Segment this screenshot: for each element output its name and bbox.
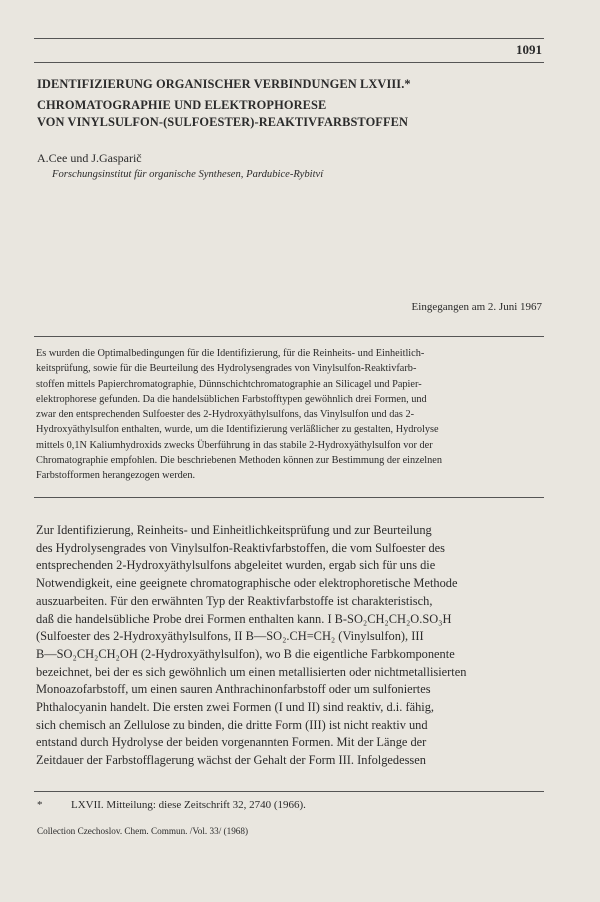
body-line: B—SO₂CH₂CH₂OH (2-Hydroxyäthylsulfon), wo B die eigentliche Farbkomponente [36, 646, 455, 661]
body-text [36, 522, 544, 770]
article-title-line-3: VON VINYLSULFON-(SULFOESTER)-REAKTIVFARBSTOFFEN [37, 115, 409, 129]
abstract-line: elektrophorese gefunden. Da die handelsüblichen Farbstofftypen gewöhnlich drei Formen, und [36, 393, 427, 405]
footnote-text: LXVII. Mitteilung: diese Zeitschrift 32, 2740 (1966). [71, 799, 306, 811]
abstract-line: Chromatographie empfohlen. Die beschriebenen Methoden können zur Bestimmung der einzelnen [36, 455, 443, 467]
body-line: Notwendigkeit, eine geeignete chromatographische oder elektrophoretische Methode [36, 576, 458, 591]
page-number: 1091 [516, 42, 542, 57]
body-line: entsprechenden 2-Hydroxyäthylsulfons abgeleitet wurden, ergab sich für uns die [36, 558, 436, 573]
body-line: daß die handelsübliche Probe drei Formen enthalten kann. I B-SO₂CH₂CH₂O.SO₃H [36, 611, 452, 626]
received-date: Eingegangen am 2. Juni 1967 [411, 301, 542, 313]
abstract-line: Hydroxyäthylsulfon enthalten, wurde, um die Identifizierung verläßlicher zu gestalten, Hydrolyse [36, 424, 439, 436]
body-line: des Hydrolysengrades von Vinylsulfon-Reaktivfarbstoffen, die vom Sulfoester des [36, 540, 445, 555]
abstract-line: stoffen mittels Papierchromatographie, Dünnschichtchromatographie an Silicagel und Papier- [36, 378, 422, 390]
abstract-line: zwar den entsprechenden Sulfoester des 2-Hydroxyäthylsulfons, das Vinylsulfon und das 2- [36, 409, 415, 421]
footnote-rule [34, 791, 544, 792]
article-title-line-1: IDENTIFIZIERUNG ORGANISCHER VERBINDUNGEN LXVIII.* [37, 77, 411, 91]
body-line: Zeitdauer der Farbstofflagerung wächst der Gehalt der Form III. Infolgedessen [36, 753, 426, 768]
abstract-rule-top [34, 336, 544, 337]
abstract-line: Es wurden die Optimalbedingungen für die Identifizierung, für die Reinheits- und Einheitlich- [36, 348, 425, 359]
affiliation: Forschungsinstitut für organische Synthesen, Pardubice-Rybitví [52, 169, 324, 180]
body-line: Monoazofarbstoff, um einen sauren Anthrachinonfarbstoff oder um sulfoniertes [36, 682, 431, 697]
abstract-line: Farbstofformen herangezogen werden. [36, 470, 196, 482]
abstract-rule-bottom [34, 497, 544, 498]
journal-citation: Collection Czechoslov. Chem. Commun. /Vol. 33/ (1968) [37, 826, 249, 836]
authors: A.Cee und J.Gasparič [37, 151, 142, 165]
body-line: auszuarbeiten. Für den erwähnten Typ der Reaktivfarbstoffe ist charakteristisch, [36, 593, 433, 608]
abstract-line: mittels 0,1N Kaliumhydroxids zwecks Überführung in das stabile 2-Hydroxyäthylsulfon vor der [36, 439, 433, 451]
body-line: (Sulfoester des 2-Hydroxyäthylsulfons, II B—SO₂.CH=CH₂ (Vinylsulfon), III [36, 629, 424, 644]
abstract [36, 346, 544, 484]
header-rule [34, 38, 544, 39]
body-line: Phthalocyanin handelt. Die ersten zwei Formen (I und II) sind reaktiv, d.i. fähig, [36, 700, 434, 715]
body-line: entstand durch Hydrolyse der beiden vorgenannten Formen. Mit der Länge der [36, 735, 427, 750]
article-title-line-2: CHROMATOGRAPHIE UND ELEKTROPHORESE [37, 98, 327, 112]
abstract-line: keitsprüfung, sowie für die Beurteilung des Hydrolysengrades von Vinylsulfon-Reaktivfarb- [36, 363, 417, 375]
footnote-mark: * [37, 799, 43, 811]
body-line: sich chemisch an Zellulose zu binden, die dritte Form (III) ist nicht reaktiv und [36, 717, 428, 732]
header-rule-lower [34, 62, 544, 63]
body-line: bezeichnet, bei der es sich gewöhnlich um einen metallisierten oder nichtmetallisierten [36, 664, 467, 679]
body-line: Zur Identifizierung, Reinheits- und Einheitlichkeitsprüfung und zur Beurteilung [36, 523, 432, 537]
